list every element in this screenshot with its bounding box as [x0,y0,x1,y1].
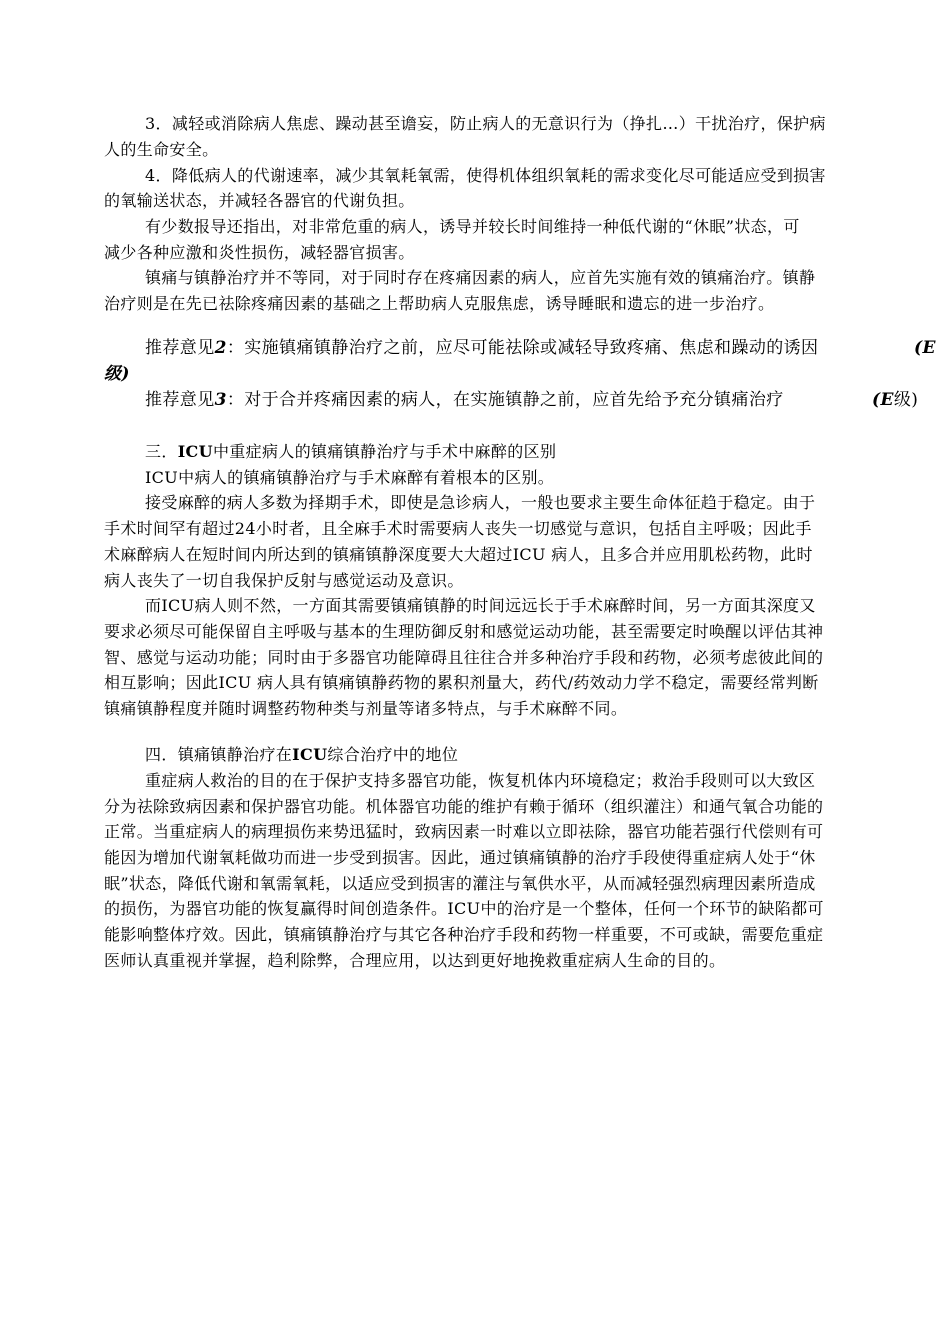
section-4-para-line-2: 分为祛除致病因素和保护器官功能。机体器官功能的维护有赖于循环（组织灌注）和通气氧合功能的 [104,797,824,816]
section-4-para-line-3: 正常。当重症病人的病理损伤来势迅猛时，致病因素一时难以立即祛除，器官功能若强行代偿则有可 [104,822,824,841]
item-4-line-2: 的氧输送状态，并减轻各器官的代谢负担。 [104,191,415,210]
recommendation-2 [145,338,818,358]
rec-3-grade-close: 级) [893,390,919,410]
rec-2-grade-open: (E [914,338,936,358]
rec-2-prefix: 推荐意见 [145,338,215,358]
item-3-line-1: 3．减轻或消除病人焦虑、躁动甚至谵妄，防止病人的无意识行为（挣扎…）干扰治疗，保护病 [145,114,826,133]
section-4-para-line-1: 重症病人救治的目的在于保护支持多器官功能，恢复机体内环境稳定；救治手段则可以大致区 [145,771,816,790]
rec-2-grade-close: 级) [104,364,130,384]
item-4-line-1: 4．降低病人的代谢速率，减少其氧耗氧需，使得机体组织氧耗的需求变化尽可能适应受到损害 [145,166,826,185]
section-4-heading [145,745,458,765]
section-3-heading-text: 中重症病人的镇痛镇静治疗与手术中麻醉的区别 [212,442,557,461]
section-3-para-2-line-1: 而ICU病人则不然，一方面其需要镇痛镇静的时间远远长于手术麻醉时间，另一方面其深度又 [145,596,816,615]
section-3-para-1-line-3: 术麻醉病人在短时间内所达到的镇痛镇静深度要大大超过ICU 病人，且多合并应用肌松药物，此时 [104,545,813,564]
rec-2-text: ：实施镇痛镇静治疗之前，应尽可能祛除或减轻导致疼痛、焦虑和躁动的诱因 [226,338,819,358]
rec-2-number: 2 [214,338,227,358]
section-3-heading-icu: ICU [177,442,213,461]
low-metabolism-para-line-1: 有少数报导还指出，对非常危重的病人，诱导并较长时间维持一种低代谢的“休眠”状态，可 [145,217,800,236]
rec-3-grade-open: (E [872,390,894,410]
section-4-para-line-8: 医师认真重视并掌握，趋利除弊，合理应用，以达到更好地挽救重症病人生命的目的。 [104,951,726,970]
analgesia-sedation-para-line-2: 治疗则是在先已祛除疼痛因素的基础之上帮助病人克服焦虑，诱导睡眠和遗忘的进一步治疗。 [104,294,775,313]
section-3-para-2-line-3: 智、感觉与运动功能；同时由于多器官功能障碍且往往合并多种治疗手段和药物，必须考虑彼此间的 [104,648,824,667]
section-3-para-2-line-2: 要求必须尽可能保留自主呼吸与基本的生理防御反射和感觉运动功能，甚至需要定时唤醒以评估其神 [104,622,824,641]
section-3-para-2-line-5: 镇痛镇静程度并随时调整药物种类与剂量等诸多特点，与手术麻醉不同。 [104,699,628,718]
section-4-heading-text: 综合治疗中的地位 [327,745,459,764]
rec-3-number: 3 [214,390,227,410]
section-4-para-line-5: 眠”状态，降低代谢和氧需氧耗，以适应受到损害的灌注与氧供水平，从而减轻强烈病理因素所造成 [104,874,816,893]
section-4-heading-icu: ICU [292,745,328,764]
section-4-heading-prefix: 四．镇痛镇静治疗在 [145,745,293,764]
section-4-para-line-4: 能因为增加代谢氧耗做功而进一步受到损害。因此，通过镇痛镇静的治疗手段使得重症病人处于“休 [104,848,816,867]
item-3-line-2: 人的生命安全。 [104,140,219,159]
low-metabolism-para-line-2: 减少各种应激和炎性损伤，减轻器官损害。 [104,243,415,262]
section-3-intro: ICU中病人的镇痛镇静治疗与手术麻醉有着根本的区别。 [145,468,555,487]
section-4-para-line-6: 的损伤，为器官功能的恢复赢得时间创造条件。ICU中的治疗是一个整体，任何一个环节的缺陷都可 [104,899,824,918]
recommendation-3 [145,390,784,410]
rec-3-prefix: 推荐意见 [145,390,215,410]
section-3-heading-prefix: 三． [145,442,178,461]
section-3-para-1-line-2: 手术时间罕有超过24小时者，且全麻手术时需要病人丧失一切感觉与意识，包括自主呼吸；因此手 [104,519,812,538]
section-3-para-2-line-4: 相互影响；因此ICU 病人具有镇痛镇静药物的累积剂量大，药代/药效动力学不稳定，需要经常判断 [104,673,819,692]
section-3-para-1-line-1: 接受麻醉的病人多数为择期手术，即使是急诊病人，一般也要求主要生命体征趋于稳定。由于 [145,493,816,512]
rec-3-text: ：对于合并疼痛因素的病人，在实施镇静之前，应首先给予充分镇痛治疗 [226,390,784,410]
analgesia-sedation-para-line-1: 镇痛与镇静治疗并不等同，对于同时存在疼痛因素的病人，应首先实施有效的镇痛治疗。镇静 [145,268,816,287]
section-3-heading [145,442,556,462]
rec-3-grade [872,390,918,410]
section-4-para-line-7: 能影响整体疗效。因此，镇痛镇静治疗与其它各种治疗手段和药物一样重要，不可或缺，需要危重症 [104,925,824,944]
section-3-para-1-line-4: 病人丧失了一切自我保护反射与感觉运动及意识。 [104,571,464,590]
